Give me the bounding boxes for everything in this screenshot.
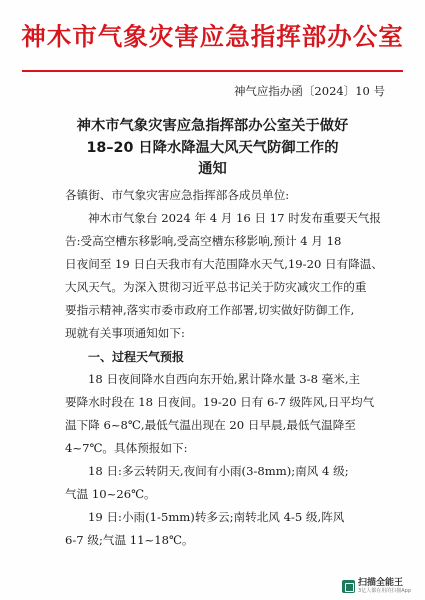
notice-title-line-3: 通知 xyxy=(198,161,227,177)
salutation: 各镇街、市气象灾害应急指挥部各成员单位: xyxy=(65,188,290,202)
section-heading-forecast: 一、过程天气预报 xyxy=(88,350,185,364)
red-divider-line xyxy=(22,70,403,72)
forecast-line: 气温 10~26℃。 xyxy=(65,487,156,501)
scanner-app-icon xyxy=(342,580,355,593)
forecast-line: 6-7 级;气温 11~18℃。 xyxy=(65,533,194,547)
watermark-tagline: 3亿人都在用的扫描App xyxy=(358,588,411,594)
office-header-title: 神木市气象灾害应急指挥部办公室 xyxy=(21,22,404,51)
intro-line: 告:受高空槽东移影响,受高空槽东移影响,预计 4 月 18 xyxy=(65,234,342,248)
intro-line: 神木市气象台 2024 年 4 月 16 日 17 时发布重要天气报 xyxy=(88,211,381,225)
intro-line: 现就有关事项通知如下: xyxy=(65,326,185,340)
document-number: 神气应指办函〔2024〕10 号 xyxy=(233,84,385,98)
notice-title-line-2: 18–20 日降水降温大风天气防御工作的 xyxy=(86,140,339,156)
intro-line: 日夜间至 19 日白天我市有大范围降水天气,19-20 日有降温、 xyxy=(65,257,383,271)
forecast-line: 18 日夜间降水自西向东开始,累计降水量 3-8 毫米,主 xyxy=(88,372,361,386)
forecast-line: 要降水时段在 18 日夜间。19-20 日有 6-7 级阵风,日平均气 xyxy=(65,395,375,409)
notice-title-line-1: 神木市气象灾害应急指挥部办公室关于做好 xyxy=(76,118,349,134)
scanner-watermark xyxy=(342,579,411,594)
forecast-line: 温下降 6~8℃,最低气温出现在 20 日早晨,最低气温降至 xyxy=(65,418,356,432)
forecast-line: 18 日:多云转阴天,夜间有小雨(3-8mm);南风 4 级; xyxy=(88,464,349,478)
intro-line: 要指示精神,落实市委市政府工作部署,切实做好防御工作, xyxy=(65,303,355,317)
watermark-brand: 扫描全能王 xyxy=(358,578,404,588)
intro-line: 大风天气。为深入贯彻习近平总书记关于防灾减灾工作的重 xyxy=(65,280,367,294)
forecast-line: 19 日:小雨(1-5mm)转多云;南转北风 4-5 级,阵风 xyxy=(88,510,345,524)
forecast-line: 4~7℃。具体预报如下: xyxy=(65,441,188,455)
